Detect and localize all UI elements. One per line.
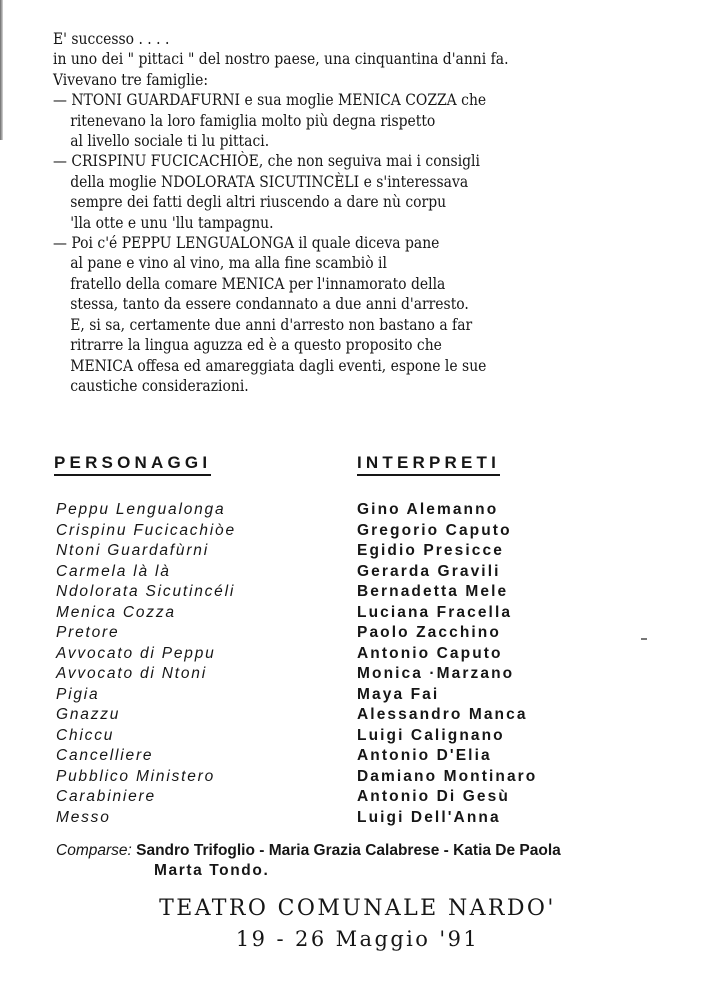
- role-name: Crispinu Fucicachiòe: [56, 521, 236, 539]
- actor-name: Paolo Zacchino: [357, 624, 501, 641]
- role-name: Peppu Lengualonga: [56, 501, 226, 518]
- synopsis: [53, 29, 685, 396]
- synopsis-line: della moglie NDOLORATA SICUTINCÈLI e s'interessava: [70, 171, 469, 191]
- actor-name: Monica ·Marzano: [357, 665, 515, 682]
- actors-heading: INTERPRETI: [357, 453, 500, 476]
- family-paragraph: [53, 151, 685, 233]
- actor-name: Luciana Fracella: [357, 603, 513, 621]
- role-name: Ndolorata Sicutincéli: [56, 583, 236, 600]
- role-name: Avvocato di Ntoni: [56, 665, 207, 682]
- role-name: Gnazzu: [56, 706, 121, 723]
- role-name: Menica Cozza: [56, 603, 176, 621]
- actor-name: Alessandro Manca: [357, 706, 528, 723]
- extras: [56, 841, 561, 881]
- synopsis-line: caustiche considerazioni.: [70, 375, 249, 395]
- synopsis-line: al livello sociale ti lu pittaci.: [70, 131, 270, 151]
- venue-dates: 19 - 26 Maggio '91: [235, 927, 480, 951]
- roles-list: [56, 500, 236, 828]
- actor-name: Egidio Presicce: [357, 542, 504, 559]
- synopsis-line: 'lla otte e unu 'llu tampagnu.: [70, 212, 274, 232]
- actor-name: Luigi Calignano: [357, 726, 505, 744]
- role-name: Carabiniere: [56, 788, 156, 805]
- synopsis-line: ritenevano la loro famiglia molto più degna rispetto: [70, 110, 436, 130]
- scan-page-edge: [0, 0, 3, 140]
- synopsis-line: — CRISPINU FUCICACHIÒE, che non seguiva mai i consigli: [53, 151, 480, 171]
- role-name: Carmela là là: [56, 562, 171, 580]
- role-name: Pretore: [56, 624, 120, 641]
- role-name: Messo: [56, 808, 111, 826]
- family-paragraph: [53, 90, 685, 151]
- synopsis-line: — NTONI GUARDAFURNI e sua moglie MENICA COZZA che: [53, 90, 487, 110]
- actor-name: Antonio Di Gesù: [357, 788, 510, 805]
- role-name: Pigia: [56, 685, 100, 703]
- synopsis-line: E' successo . . . .: [53, 29, 170, 48]
- actor-name: Maya Fai: [357, 685, 440, 703]
- synopsis-line: sempre dei fatti degli altri riuscendo a dare nù corpu: [70, 192, 447, 212]
- actor-name: Antonio Caputo: [357, 644, 503, 662]
- extras-label: Comparse:: [56, 842, 132, 859]
- actors-list: [357, 500, 537, 828]
- role-name: Ntoni Guardafùrni: [56, 542, 209, 559]
- actor-name: Gino Alemanno: [357, 501, 499, 518]
- actor-name: Luigi Dell'Anna: [357, 808, 501, 826]
- family-paragraph: [53, 233, 685, 396]
- actor-name: Damiano Montinaro: [357, 767, 538, 785]
- venue: [0, 894, 715, 954]
- role-name: Cancelliere: [56, 747, 154, 764]
- synopsis-line: — Poi c'é PEPPU LENGUALONGA il quale diceva pane: [53, 233, 440, 253]
- venue-name: TEATRO COMUNALE NARDO': [159, 896, 556, 921]
- actor-name: Bernadetta Mele: [357, 583, 509, 600]
- synopsis-line: in uno dei " pittaci " del nostro paese, una cinquantina d'anni fa.: [53, 49, 509, 69]
- actor-name: Gregorio Caputo: [357, 521, 512, 539]
- synopsis-line: al pane e vino al vino, ma alla fine scambiò il: [70, 253, 387, 273]
- extras-names-continued: Marta Tondo.: [154, 862, 270, 879]
- synopsis-line: MENICA offesa ed amareggiata dagli eventi, espone le sue: [70, 355, 487, 375]
- synopsis-line: Vivevano tre famiglie:: [53, 69, 209, 89]
- actor-name: Antonio D'Elia: [357, 747, 492, 764]
- synopsis-line: ritrarre la lingua aguzza ed è a questo proposito che: [70, 335, 442, 355]
- roles-heading: PERSONAGGI: [54, 453, 211, 476]
- synopsis-line: stessa, tanto da essere condannato a due anni d'arresto.: [70, 294, 469, 314]
- role-name: Chiccu: [56, 726, 115, 744]
- synopsis-line: E, si sa, certamente due anni d'arresto non bastano a far: [70, 314, 473, 334]
- scan-mark: [641, 638, 647, 640]
- role-name: Pubblico Ministero: [56, 767, 216, 785]
- extras-names: Sandro Trifoglio - Maria Grazia Calabrese - Katia De Paola: [136, 842, 561, 859]
- actor-name: Gerarda Gravili: [357, 562, 501, 580]
- synopsis-line: fratello della comare MENICA per l'innamorato della: [70, 273, 446, 293]
- role-name: Avvocato di Peppu: [56, 644, 216, 662]
